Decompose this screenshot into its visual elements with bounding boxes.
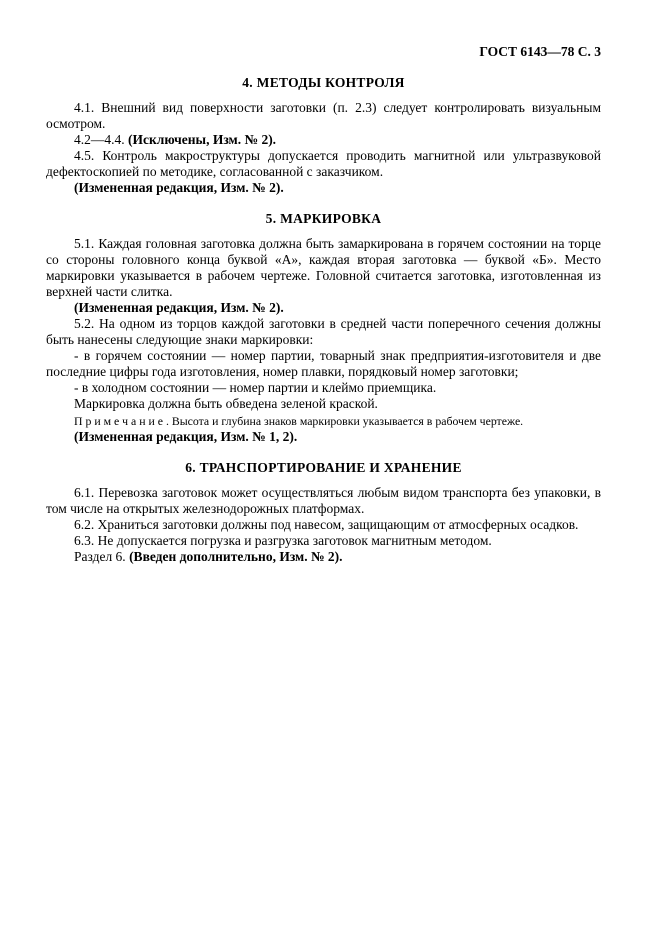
paragraph	[46, 348, 601, 380]
paragraph-text: 4.1. Внешний вид поверхности заготовки (п. 2.3) следует контролировать визуальным осмотром.	[46, 100, 601, 131]
amendment-note-text: (Измененная редакция, Изм. № 1, 2).	[74, 429, 298, 444]
paragraph	[46, 148, 601, 180]
amendment-note-text: (Исключены, Изм. № 2).	[128, 132, 277, 147]
paragraph-text: Маркировка должна быть обведена зеленой краской.	[74, 396, 378, 411]
doc-number-page-label: ГОСТ 6143—78 С. 3	[479, 44, 601, 59]
paragraph-text: 5.2. На одном из торцов каждой заготовки в средней части поперечного сечения должны быть нанесены следующие знаки маркировки:	[46, 316, 601, 347]
paragraph	[46, 380, 601, 396]
paragraph	[46, 429, 601, 445]
paragraph	[46, 396, 601, 412]
amendment-note-text: (Введен дополнительно, Изм. № 2).	[129, 549, 343, 564]
paragraph-text: 5.1. Каждая головная заготовка должна быть замаркирована в горячем состоянии на торце со стороны головного конца буквой «А», каждая вторая заготовка — буквой «Б». Место маркировки указывается в рабочем чертеже. Головной считается заготовка, изготовленная из верхней части слитка.	[46, 236, 601, 299]
paragraph-text: - в холодном состоянии — номер партии и клеймо приемщика.	[74, 380, 437, 395]
paragraph	[46, 549, 601, 565]
paragraph-text: П р и м е ч а н и е . Высота и глубина знаков маркировки указывается в рабочем чертеже.	[74, 414, 524, 428]
section-heading: 6. ТРАНСПОРТИРОВАНИЕ И ХРАНЕНИЕ	[185, 460, 462, 475]
paragraph	[46, 533, 601, 549]
paragraph	[46, 100, 601, 132]
paragraph	[46, 180, 601, 196]
section-heading: 4. МЕТОДЫ КОНТРОЛЯ	[242, 75, 405, 90]
paragraph-text: 4.5. Контроль макроструктуры допускается проводить магнитной или ультразвуковой дефектоскопией по методике, согласованной с заказчиком.	[46, 148, 601, 179]
paragraph	[46, 316, 601, 348]
amendment-note-text: (Измененная редакция, Изм. № 2).	[74, 300, 284, 315]
note-paragraph	[46, 414, 601, 429]
paragraph-text: 6.1. Перевозка заготовок может осуществляться любым видом транспорта без упаковки, в том числе на открытых железнодорожных платформах.	[46, 485, 601, 516]
paragraph-text: 6.2. Храниться заготовки должны под навесом, защищающим от атмосферных осадков.	[74, 517, 579, 532]
paragraph	[46, 236, 601, 300]
paragraph	[46, 300, 601, 316]
document-body	[46, 75, 601, 565]
paragraph	[46, 517, 601, 533]
amendment-note-text: (Измененная редакция, Изм. № 2).	[74, 180, 284, 195]
section-heading: 5. МАРКИРОВКА	[265, 211, 382, 226]
paragraph-text: - в горячем состоянии — номер партии, товарный знак предприятия-изготовителя и две последние цифры года изготовления, номер плавки, порядковый номер заготовки;	[46, 348, 601, 379]
paragraph-text: 4.2—4.4.	[74, 132, 128, 147]
paragraph-text: Раздел 6.	[74, 549, 130, 564]
paragraph	[46, 485, 601, 517]
paragraph-text: 6.3. Не допускается погрузка и разгрузка заготовок магнитным методом.	[74, 533, 492, 548]
page-header	[46, 44, 601, 60]
paragraph	[46, 132, 601, 148]
